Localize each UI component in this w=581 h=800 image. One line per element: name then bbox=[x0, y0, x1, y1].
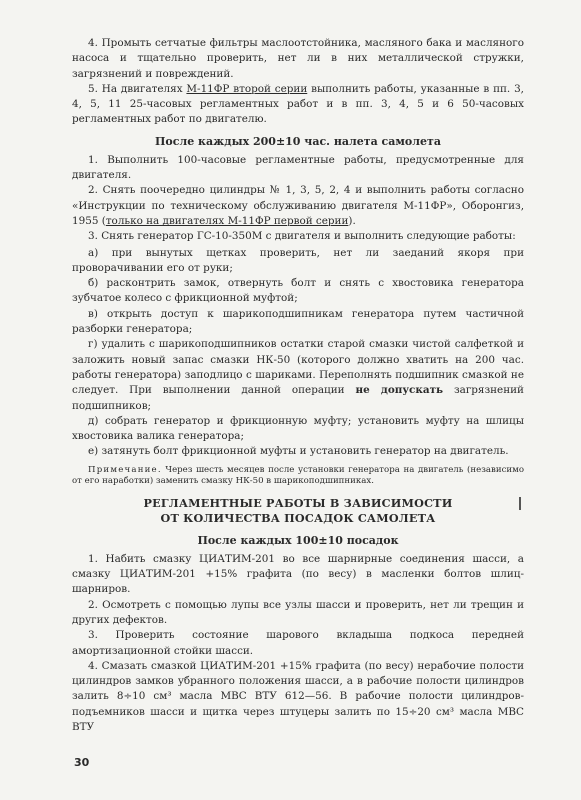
subitem-e: е) затянуть болт фрикционной муфты и установить генератор на двигатель. bbox=[88, 445, 509, 458]
paragraph-4: 4. Промыть сетчатые фильтры маслоотстойника, масляного бака и масляного насоса и тщательно проверить, нет ли в них металлической стружки, загрязнений и повреждений. bbox=[72, 37, 524, 80]
note-text: Через шесть месяцев после установки генератора на двигатель (независимо от его наработки) заменить смазку НК-50 в шарикоподшипниках. bbox=[72, 464, 524, 487]
page-number: 30 bbox=[74, 756, 90, 769]
landing-item-1: 1. Набить смазку ЦИАТИМ-201 во все шарнирные соединения шасси, а смазку ЦИАТИМ-201 +15% графита (по весу) в масленки болтов шлиц-шарниров. bbox=[72, 552, 524, 596]
item-200-1: 1. Выполнить 100-часовые регламентные работы, предусмотренные для двигателя. bbox=[72, 153, 524, 182]
paragraph-5-text-a: 5. На двигателях bbox=[88, 82, 187, 95]
main-heading-line-2: ОТ КОЛИЧЕСТВА ПОСАДОК САМОЛЕТА bbox=[160, 511, 436, 526]
subitem-d: д) собрать генератор и фрикционную муфту; установить муфту на шлицы хвостовика валика генератора; bbox=[72, 414, 524, 443]
landing-item-4: 4. Смазать смазкой ЦИАТИМ-201 +15% графита (по весу) нерабочие полости цилиндров замков убранного положения шасси, а в рабочие полости цилиндров залить 8÷10 см³ масла МВС ВТУ 612—56. В рабочие полости цилиндров-подъемников шасси и щитка через штуцеры залить по 15÷20 см³ масла МВС ВТУ bbox=[72, 659, 524, 733]
subitem-g-text-a: г) удалить с шарикоподшипников остатки старой смазки чистой салфеткой и заложить новый запас смазки НК-50 (которого должно хватить на 200 час. работы генератора) заподлицо с шариками. Переполнять подшипник смазкой не следует. При выполнении данной операции bbox=[72, 338, 524, 397]
underlined-engine-second-series: М-11ФР второй серии bbox=[186, 82, 308, 95]
heading-100-landings: После каждых 100±10 посадок bbox=[197, 533, 399, 547]
subitem-g bbox=[72, 337, 524, 413]
note-label: Примечание. bbox=[88, 464, 162, 475]
subitem-g-emphasis: не допускать bbox=[355, 384, 444, 397]
item-200-2-text-b: ). bbox=[348, 214, 356, 227]
item-200-2-text-a: 2. Снять поочередно цилиндры № 1, 3, 5, 2, 4 и выполнить работы согласно «Инструкции по техническому обслуживанию двигателя М-11ФР», Оборонгиз, 1955 ( bbox=[72, 184, 524, 227]
subitem-a: а) при вынутых щетках проверить, нет ли заеданий якоря при проворачивании его от руки; bbox=[72, 246, 524, 274]
subitem-b: б) расконтрить замок, отвернуть болт и снять с хвостовика генератора зубчатое колесо с фрикционной муфтой; bbox=[72, 277, 524, 305]
paragraph-5 bbox=[72, 82, 524, 128]
paragraph-5-text-b: выполнить работы, указанные в пп. 3, 4, 5, 11 25-часовых регламентных работ и в пп. 3, 4, 5 и 6 50-часовых регламентных работ по двигателю. bbox=[72, 82, 524, 126]
note bbox=[72, 465, 524, 488]
heading-200-hours: После каждых 200±10 час. налета самолета bbox=[155, 134, 441, 148]
page-content bbox=[72, 36, 524, 735]
margin-tick-mark bbox=[519, 497, 521, 510]
underlined-engine-first-series: только на двигателях М-11ФР первой серии bbox=[105, 214, 349, 227]
item-200-2 bbox=[72, 183, 524, 229]
subitem-g-text-b: загрязнений подшипников; bbox=[72, 384, 524, 412]
subitem-v: в) открыть доступ к шарикоподшипникам генератора путем частичной разборки генератора; bbox=[72, 307, 524, 336]
landing-item-2: 2. Осмотреть с помощью лупы все узлы шасси и проверить, нет ли трещин и других дефектов. bbox=[72, 598, 524, 626]
landing-item-3: 3. Проверить состояние шарового вкладыша подкоса передней амортизационной стойки шасси. bbox=[72, 629, 524, 657]
main-heading bbox=[72, 496, 524, 527]
main-heading-line-1: РЕГЛАМЕНТНЫЕ РАБОТЫ В ЗАВИСИМОСТИ bbox=[143, 495, 453, 510]
item-200-3: 3. Снять генератор ГС-10-350М с двигателя и выполнить следующие работы: bbox=[88, 230, 516, 243]
